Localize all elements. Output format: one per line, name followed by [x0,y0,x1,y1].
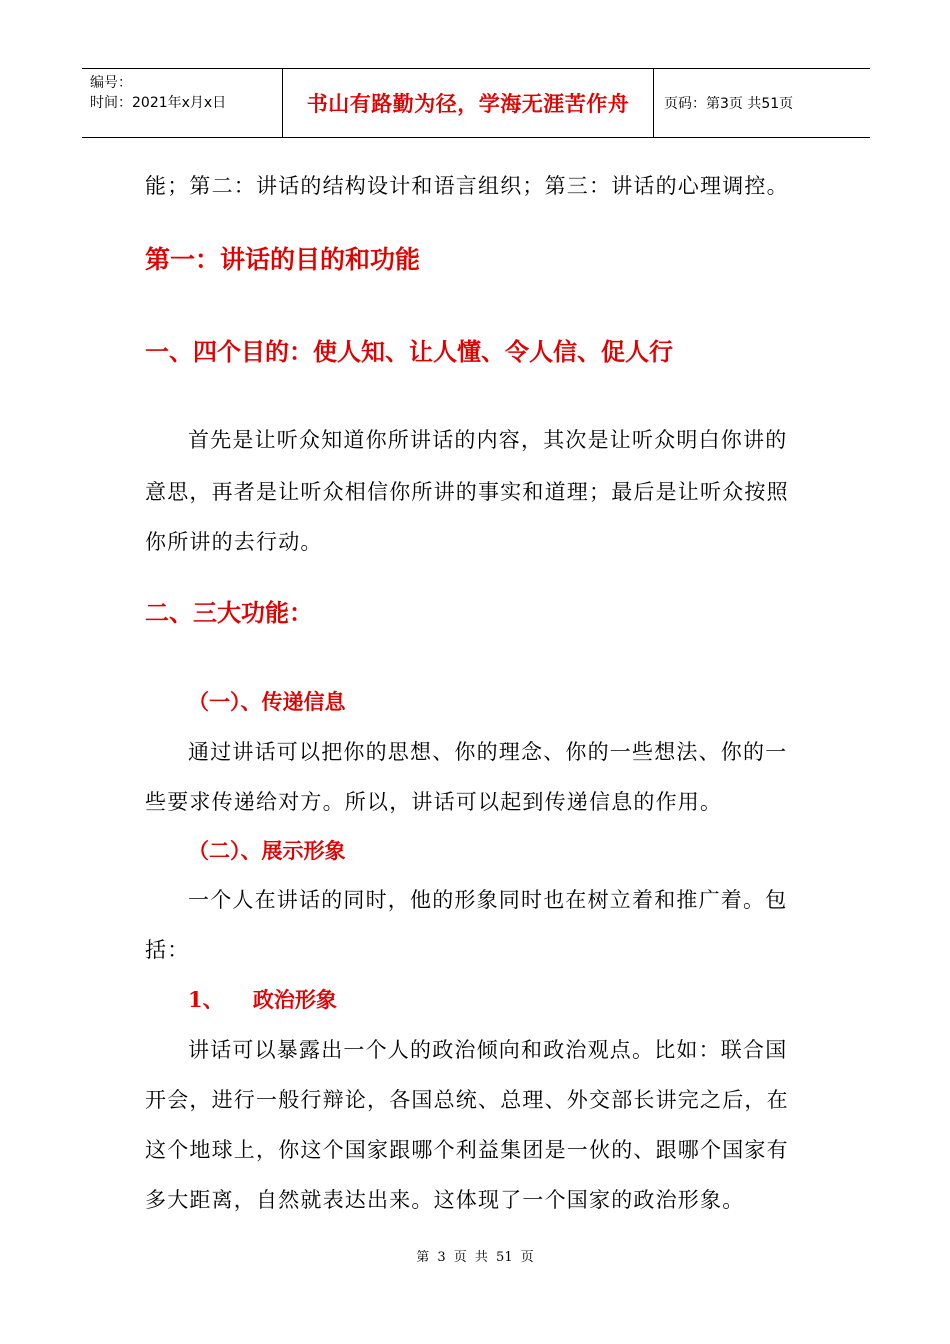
section-heading: 一、四个目的：使人知、让人懂、令人信、促人行 [145,337,673,366]
body-line: 能；第二：讲话的结构设计和语言组织；第三：讲话的心理调控。 [145,174,789,198]
subsection-heading: （一）、传递信息 [188,689,346,714]
paragraph-line: 讲话可以暴露出一个人的政治倾向和政治观点。比如：联合国 [188,1038,788,1062]
paragraph-line: 意思，再者是让听众相信你所讲的事实和道理；最后是让听众按照 [145,480,789,504]
subsection-heading: 1、 政治形象 [188,987,337,1012]
paragraph-line: 括： [145,938,190,962]
document-date: 时间：2021年x月x日 [90,95,227,111]
header-motto: 书山有路勤为径，学海无涯苦作舟 [282,69,654,137]
paragraph-line: 这个地球上，你这个国家跟哪个利益集团是一伙的、跟哪个国家有 [145,1138,789,1162]
subsection-heading: （二）、展示形象 [188,838,346,863]
paragraph-line: 首先是让听众知道你所讲话的内容，其次是让听众明白你讲的 [188,428,788,452]
paragraph-line: 通过讲话可以把你的思想、你的理念、你的一些想法、你的一 [188,740,788,764]
paragraph-line: 些要求传递给对方。所以，讲话可以起到传递信息的作用。 [145,790,723,814]
paragraph-line: 一个人在讲话的同时，他的形象同时也在树立着和推广着。包 [188,888,788,912]
paragraph-line: 多大距离，自然就表达出来。这体现了一个国家的政治形象。 [145,1188,745,1212]
page-footer: 第 3 页 共 51 页 [416,1250,534,1265]
paragraph-line: 你所讲的去行动。 [145,530,323,554]
paragraph-line: 开会，进行一般行辩论，各国总统、总理、外交部长讲完之后，在 [145,1088,789,1112]
section-heading: 二、三大功能： [145,598,313,627]
page-header [82,68,870,138]
section-heading: 第一：讲话的目的和功能 [145,245,421,274]
document-number: 编号： [90,75,132,91]
header-meta [82,69,282,137]
header-page-number: 页码：第3页 共51页 [664,96,794,112]
